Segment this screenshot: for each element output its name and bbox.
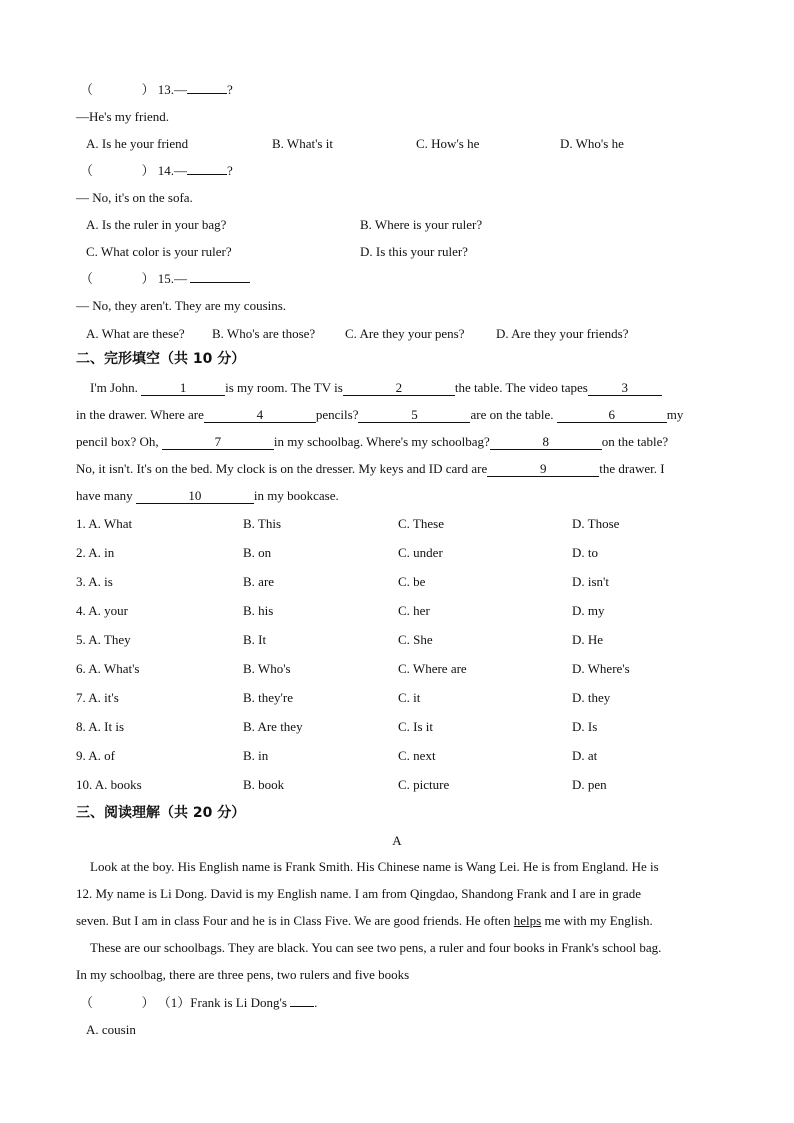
question-14-reply: — No, it's on the sofa. xyxy=(76,190,193,205)
passage-text: in my bookcase. xyxy=(253,488,339,503)
reading-line: In my schoolbag, there are three pens, two rulers and five books xyxy=(76,967,410,982)
cloze-blank-8[interactable]: 8 xyxy=(490,435,602,450)
section-3-title: 三、阅读理解（共 20 分） xyxy=(76,805,246,821)
question-14 xyxy=(80,163,233,179)
option: 1. A. What xyxy=(76,516,133,531)
reading-line: These are our schoolbags. They are black. You can see two pens, a ruler and four books in Frank's school bag. xyxy=(90,940,662,955)
answer-paren-close: ） xyxy=(141,271,155,286)
section-2-title: 二、完形填空（共 10 分） xyxy=(76,351,246,367)
passage-text: are on the table. xyxy=(470,407,557,422)
fill-blank[interactable] xyxy=(190,282,250,283)
question-stem: 15.— xyxy=(157,271,191,286)
passage-text: in my schoolbag. Where's my schoolbag? xyxy=(273,434,490,449)
reading-line xyxy=(76,913,653,929)
option: D. to xyxy=(572,545,598,560)
option: C. Where are xyxy=(398,661,467,676)
passage-text: in the drawer. Where are xyxy=(76,407,204,422)
option: B. What's it xyxy=(272,136,333,151)
passage-text: I'm John. xyxy=(90,380,142,395)
answer-paren-open: （ xyxy=(80,271,94,286)
option: B. book xyxy=(243,777,285,792)
option: B. they're xyxy=(243,690,293,705)
fill-blank[interactable] xyxy=(187,174,227,175)
question-stem: （1）Frank is Li Dong's xyxy=(157,995,291,1010)
question-stem: 14.— xyxy=(157,163,188,178)
option: 2. A. in xyxy=(76,545,115,560)
option: A. Is the ruler in your bag? xyxy=(86,217,227,232)
underlined-word: helps xyxy=(513,913,542,928)
option: 4. A. your xyxy=(76,603,128,618)
option: C. next xyxy=(398,748,436,763)
reading-text: me with my English. xyxy=(541,913,653,928)
option: 8. A. It is xyxy=(76,719,125,734)
answer-paren-open: （ xyxy=(80,163,94,178)
option: C. Are they your pens? xyxy=(345,326,465,341)
cloze-blank-7[interactable]: 7 xyxy=(162,435,274,450)
answer-paren-close: ） xyxy=(141,163,155,178)
option: B. Who's xyxy=(243,661,291,676)
option: B. are xyxy=(243,574,275,589)
question-13 xyxy=(80,82,233,98)
passage-text: my xyxy=(666,407,684,422)
answer-paren-close: ） xyxy=(141,82,155,97)
question-stem-end: ? xyxy=(227,163,233,178)
option: B. in xyxy=(243,748,269,763)
option: 7. A. it's xyxy=(76,690,119,705)
cloze-blank-4[interactable]: 4 xyxy=(204,408,316,423)
option: C. it xyxy=(398,690,421,705)
option: D. Those xyxy=(572,516,620,531)
option: A. cousin xyxy=(86,1022,136,1037)
option: 3. A. is xyxy=(76,574,113,589)
reading-line: Look at the boy. His English name is Frank Smith. His Chinese name is Wang Lei. He is from England. He is xyxy=(90,859,659,874)
cloze-blank-9[interactable]: 9 xyxy=(487,462,599,477)
option: B. Are they xyxy=(243,719,303,734)
option: B. his xyxy=(243,603,274,618)
option: C. be xyxy=(398,574,426,589)
cloze-blank-3[interactable]: 3 xyxy=(588,381,662,396)
fill-blank[interactable] xyxy=(290,1006,314,1007)
option: D. Where's xyxy=(572,661,630,676)
option: C. What color is your ruler? xyxy=(86,244,232,259)
question-15 xyxy=(80,271,250,287)
answer-paren-open: （ xyxy=(80,995,94,1010)
option: 6. A. What's xyxy=(76,661,140,676)
passage-text: No, it isn't. It's on the bed. My clock is on the dresser. My keys and ID card are xyxy=(76,461,488,476)
question-stem: 13.— xyxy=(157,82,188,97)
cloze-blank-5[interactable]: 5 xyxy=(358,408,470,423)
option: D. at xyxy=(572,748,598,763)
option: C. How's he xyxy=(416,136,480,151)
passage-line-5 xyxy=(76,488,339,504)
passage-line-3 xyxy=(76,434,668,450)
fill-blank[interactable] xyxy=(187,93,227,94)
passage-text: is my room. The TV is xyxy=(225,380,343,395)
option: C. her xyxy=(398,603,430,618)
option: D. pen xyxy=(572,777,607,792)
option: C. picture xyxy=(398,777,450,792)
option: D. Who's he xyxy=(560,136,624,151)
cloze-blank-6[interactable]: 6 xyxy=(557,408,667,423)
option: D. Is xyxy=(572,719,598,734)
option: C. Is it xyxy=(398,719,434,734)
question-stem-end: . xyxy=(314,995,318,1010)
question-13-reply: —He's my friend. xyxy=(76,109,169,124)
passage-line-1 xyxy=(90,380,662,396)
option: B. This xyxy=(243,516,282,531)
cloze-blank-1[interactable]: 1 xyxy=(141,381,225,396)
passage-text: the drawer. I xyxy=(599,461,665,476)
answer-paren-close: ） xyxy=(141,995,155,1010)
reading-line: 12. My name is Li Dong. David is my English name. I am from Qingdao, Shandong Frank and I are in grade xyxy=(76,886,642,901)
option: A. What are these? xyxy=(86,326,185,341)
option: D. isn't xyxy=(572,574,610,589)
reading-text: seven. But I am in class Four and he is in Class Five. We are good friends. He often xyxy=(76,913,514,928)
option: 10. A. books xyxy=(76,777,142,792)
option: D. my xyxy=(572,603,605,618)
passage-text: have many xyxy=(76,488,136,503)
option: C. She xyxy=(398,632,433,647)
option: B. Where is your ruler? xyxy=(360,217,483,232)
option: C. These xyxy=(398,516,444,531)
question-15-reply: — No, they aren't. They are my cousins. xyxy=(76,298,287,313)
option: 5. A. They xyxy=(76,632,131,647)
option: B. Who's are those? xyxy=(212,326,316,341)
passage-line-4 xyxy=(76,461,665,477)
passage-line-2 xyxy=(76,407,683,423)
option: D. they xyxy=(572,690,611,705)
cloze-blank-10[interactable]: 10 xyxy=(136,489,254,504)
option: C. under xyxy=(398,545,443,560)
passage-text: pencils? xyxy=(315,407,359,422)
option: A. Is he your friend xyxy=(86,136,189,151)
option: 9. A. of xyxy=(76,748,115,763)
reading-question-1 xyxy=(80,995,317,1011)
cloze-blank-2[interactable]: 2 xyxy=(343,381,455,396)
passage-text: pencil box? Oh, xyxy=(76,434,162,449)
option: D. Are they your friends? xyxy=(496,326,629,341)
option: D. He xyxy=(572,632,604,647)
option: B. on xyxy=(243,545,272,560)
question-stem-end: ? xyxy=(227,82,233,97)
passage-text: on the table? xyxy=(601,434,669,449)
answer-paren-open: （ xyxy=(80,82,94,97)
passage-title: A xyxy=(392,833,402,848)
option: D. Is this your ruler? xyxy=(360,244,468,259)
option: B. It xyxy=(243,632,267,647)
passage-text: the table. The video tapes xyxy=(454,380,588,395)
